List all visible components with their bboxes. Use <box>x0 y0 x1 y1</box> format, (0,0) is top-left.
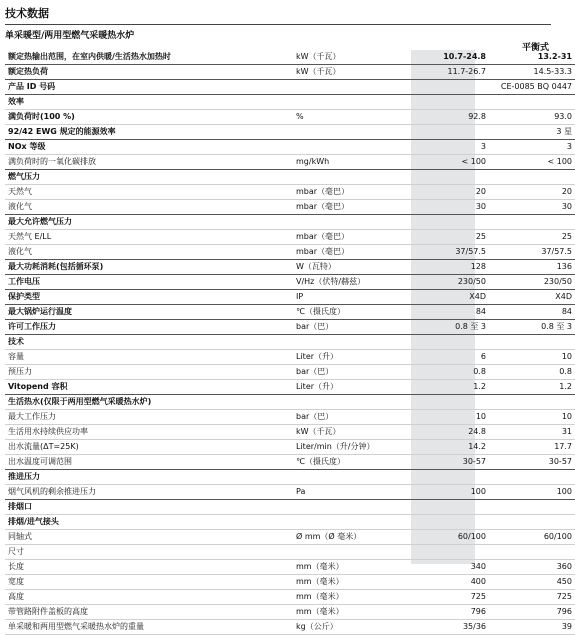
row-value-1: 20 <box>419 185 489 200</box>
row-label: 容量 <box>5 350 293 365</box>
row-value-2 <box>489 95 575 110</box>
row-label: 预压力 <box>5 365 293 380</box>
row-value-2: 0.8 至 3 <box>489 320 575 335</box>
table-row <box>5 170 575 185</box>
row-value-2: 17.7 <box>489 440 575 455</box>
table-row <box>5 620 575 635</box>
row-unit: bar（巴） <box>293 320 419 335</box>
table-row <box>5 410 575 425</box>
table-row <box>5 260 575 275</box>
row-label: 带管路附件盖板的高度 <box>5 605 293 620</box>
row-value-2 <box>489 215 575 230</box>
row-value-1: 11.7-26.7 <box>419 65 489 80</box>
table-row <box>5 485 575 500</box>
row-label: 燃气压力 <box>5 170 293 185</box>
table-row <box>5 230 575 245</box>
row-label: 天然气 <box>5 185 293 200</box>
table-row <box>5 395 575 410</box>
row-value-2: 39 <box>489 620 575 635</box>
row-value-2 <box>489 515 575 530</box>
row-unit <box>293 470 419 485</box>
row-unit <box>293 215 419 230</box>
row-value-2: 136 <box>489 260 575 275</box>
row-label: 额定热输出范围，在室内供暖/生活热水加热时 <box>5 50 293 65</box>
row-value-2: 25 <box>489 230 575 245</box>
row-value-2: < 100 <box>489 155 575 170</box>
table-row <box>5 470 575 485</box>
row-value-1: < 100 <box>419 155 489 170</box>
row-value-1: 14.2 <box>419 440 489 455</box>
row-value-1 <box>419 470 489 485</box>
row-unit: Liter/min（升/分钟） <box>293 440 419 455</box>
row-unit: ℃（摄氏度） <box>293 455 419 470</box>
row-label: 保护类型 <box>5 290 293 305</box>
table-row <box>5 320 575 335</box>
row-value-2 <box>489 170 575 185</box>
row-value-2: 230/50 <box>489 275 575 290</box>
row-value-2: 20 <box>489 185 575 200</box>
table-row <box>5 380 575 395</box>
row-value-2: 360 <box>489 560 575 575</box>
row-label: 高度 <box>5 590 293 605</box>
row-value-1 <box>419 545 489 560</box>
row-value-1: 340 <box>419 560 489 575</box>
row-value-2: 30-57 <box>489 455 575 470</box>
row-unit <box>293 140 419 155</box>
row-unit: mbar（毫巴） <box>293 230 419 245</box>
table-row <box>5 365 575 380</box>
row-unit: kW（千瓦） <box>293 50 419 65</box>
row-unit: ℃（摄氏度） <box>293 305 419 320</box>
row-label: 出水流量(ΔT=25K) <box>5 440 293 455</box>
row-label: Vitopend 容积 <box>5 380 293 395</box>
table-row <box>5 605 575 620</box>
table-row <box>5 80 575 95</box>
table-row <box>5 440 575 455</box>
row-label: 最大工作压力 <box>5 410 293 425</box>
row-label: 烟气风机的剩余推进压力 <box>5 485 293 500</box>
row-value-1: 796 <box>419 605 489 620</box>
table-row <box>5 290 575 305</box>
row-label: 最大功耗消耗(包括循环泵) <box>5 260 293 275</box>
row-value-1: 725 <box>419 590 489 605</box>
row-value-1 <box>419 170 489 185</box>
row-value-2 <box>489 500 575 515</box>
row-value-1: 100 <box>419 485 489 500</box>
row-unit: V/Hz（伏特/赫兹） <box>293 275 419 290</box>
row-value-1: 3 <box>419 140 489 155</box>
row-unit <box>293 170 419 185</box>
row-value-2: CE-0085 BQ 0447 <box>489 80 575 95</box>
row-value-2: X4D <box>489 290 575 305</box>
row-value-1: 24.8 <box>419 425 489 440</box>
row-label: 长度 <box>5 560 293 575</box>
row-value-1: 230/50 <box>419 275 489 290</box>
document-title: 技术数据 <box>5 7 49 20</box>
row-unit: mbar（毫巴） <box>293 185 419 200</box>
row-value-2: 13.2-31 <box>489 50 575 65</box>
row-label: 最大锅炉运行温度 <box>5 305 293 320</box>
row-label: NOx 等级 <box>5 140 293 155</box>
row-value-1: 6 <box>419 350 489 365</box>
row-label: 推进压力 <box>5 470 293 485</box>
table-row <box>5 350 575 365</box>
row-unit <box>293 95 419 110</box>
table-row <box>5 215 575 230</box>
table-row <box>5 185 575 200</box>
row-value-2: 37/57.5 <box>489 245 575 260</box>
row-unit: Ø mm（Ø 毫米） <box>293 530 419 545</box>
row-label: 出水温度可调范围 <box>5 455 293 470</box>
row-unit <box>293 500 419 515</box>
row-unit: mm（毫米） <box>293 575 419 590</box>
row-value-1: 10 <box>419 410 489 425</box>
row-value-2: 31 <box>489 425 575 440</box>
row-value-2: 3 <box>489 140 575 155</box>
table-row <box>5 95 575 110</box>
row-value-1 <box>419 125 489 140</box>
column-header-balanced: 平衡式 <box>521 43 549 53</box>
row-unit: mm（毫米） <box>293 590 419 605</box>
row-unit: kW（千瓦） <box>293 425 419 440</box>
table-row <box>5 545 575 560</box>
row-unit: bar（巴） <box>293 365 419 380</box>
row-label: 尺寸 <box>5 545 293 560</box>
title-divider <box>5 24 551 25</box>
document-subtitle: 单采暖型/两用型燃气采暖热水炉 <box>5 31 135 41</box>
row-value-1 <box>419 500 489 515</box>
row-value-1: 92.8 <box>419 110 489 125</box>
row-unit: W（瓦特） <box>293 260 419 275</box>
row-value-1: 10.7-24.8 <box>419 50 489 65</box>
row-value-1 <box>419 215 489 230</box>
row-label: 液化气 <box>5 245 293 260</box>
spec-table <box>5 50 575 635</box>
row-label: 技术 <box>5 335 293 350</box>
table-row <box>5 275 575 290</box>
row-label: 许可工作压力 <box>5 320 293 335</box>
row-value-2: 10 <box>489 350 575 365</box>
row-unit: IP <box>293 290 419 305</box>
row-label: 生活热水(仅限于两用型燃气采暖热水炉) <box>5 395 293 410</box>
row-unit <box>293 80 419 95</box>
row-value-2: 100 <box>489 485 575 500</box>
row-value-1: 30-57 <box>419 455 489 470</box>
row-label: 效率 <box>5 95 293 110</box>
row-value-2 <box>489 470 575 485</box>
row-unit <box>293 335 419 350</box>
row-value-2: 725 <box>489 590 575 605</box>
row-unit: Pa <box>293 485 419 500</box>
table-row <box>5 140 575 155</box>
table-row <box>5 65 575 80</box>
row-label: 单采暖和两用型燃气采暖热水炉的重量 <box>5 620 293 635</box>
row-label: 满负荷时的一氧化碳排放 <box>5 155 293 170</box>
table-row <box>5 245 575 260</box>
row-value-1 <box>419 80 489 95</box>
row-unit: % <box>293 110 419 125</box>
row-unit: mm（毫米） <box>293 560 419 575</box>
table-row <box>5 50 575 65</box>
row-value-1: X4D <box>419 290 489 305</box>
row-value-1: 400 <box>419 575 489 590</box>
row-unit: mbar（毫巴） <box>293 200 419 215</box>
table-row <box>5 155 575 170</box>
row-value-2 <box>489 335 575 350</box>
row-value-2 <box>489 545 575 560</box>
row-unit: mg/kWh <box>293 155 419 170</box>
row-value-2: 796 <box>489 605 575 620</box>
table-row <box>5 560 575 575</box>
row-label: 同轴式 <box>5 530 293 545</box>
row-unit <box>293 515 419 530</box>
table-row <box>5 125 575 140</box>
table-row <box>5 515 575 530</box>
row-unit: Liter（升） <box>293 350 419 365</box>
row-value-2: 450 <box>489 575 575 590</box>
row-value-1: 1.2 <box>419 380 489 395</box>
table-row <box>5 455 575 470</box>
row-value-1: 35/36 <box>419 620 489 635</box>
row-value-2 <box>489 395 575 410</box>
row-value-1: 0.8 <box>419 365 489 380</box>
row-unit: bar（巴） <box>293 410 419 425</box>
table-row <box>5 590 575 605</box>
row-label: 宽度 <box>5 575 293 590</box>
row-value-1: 60/100 <box>419 530 489 545</box>
row-value-1: 84 <box>419 305 489 320</box>
row-value-2: 10 <box>489 410 575 425</box>
row-value-2: 14.5-33.3 <box>489 65 575 80</box>
row-value-2: 1.2 <box>489 380 575 395</box>
row-value-2: 60/100 <box>489 530 575 545</box>
table-row <box>5 500 575 515</box>
row-label: 天然气 E/LL <box>5 230 293 245</box>
row-label: 工作电压 <box>5 275 293 290</box>
row-unit <box>293 125 419 140</box>
row-value-1 <box>419 515 489 530</box>
table-row <box>5 425 575 440</box>
row-unit <box>293 395 419 410</box>
table-row <box>5 575 575 590</box>
row-value-2: 84 <box>489 305 575 320</box>
row-value-2: 30 <box>489 200 575 215</box>
row-unit: kg（公斤） <box>293 620 419 635</box>
row-value-1: 128 <box>419 260 489 275</box>
row-value-2: 93.0 <box>489 110 575 125</box>
table-row <box>5 335 575 350</box>
table-row <box>5 305 575 320</box>
row-value-1 <box>419 335 489 350</box>
row-value-1 <box>419 95 489 110</box>
row-label: 92/42 EWG 规定的能源效率 <box>5 125 293 140</box>
row-label: 最大允许燃气压力 <box>5 215 293 230</box>
table-row <box>5 200 575 215</box>
row-unit: Liter（升） <box>293 380 419 395</box>
row-value-1: 30 <box>419 200 489 215</box>
row-label: 产品 ID 号码 <box>5 80 293 95</box>
row-value-2: 3 星 <box>489 125 575 140</box>
row-unit <box>293 545 419 560</box>
row-unit: mbar（毫巴） <box>293 245 419 260</box>
row-label: 排烟/进气接头 <box>5 515 293 530</box>
row-label: 额定热负荷 <box>5 65 293 80</box>
row-value-1: 0.8 至 3 <box>419 320 489 335</box>
row-unit: mm（毫米） <box>293 605 419 620</box>
row-label: 生活用水持续供应功率 <box>5 425 293 440</box>
row-label: 满负荷时(100 %) <box>5 110 293 125</box>
row-label: 排烟口 <box>5 500 293 515</box>
table-row <box>5 530 575 545</box>
row-value-1: 25 <box>419 230 489 245</box>
row-value-1: 37/57.5 <box>419 245 489 260</box>
row-unit: kW（千瓦） <box>293 65 419 80</box>
row-value-2: 0.8 <box>489 365 575 380</box>
table-row <box>5 110 575 125</box>
row-label: 液化气 <box>5 200 293 215</box>
row-value-1 <box>419 395 489 410</box>
